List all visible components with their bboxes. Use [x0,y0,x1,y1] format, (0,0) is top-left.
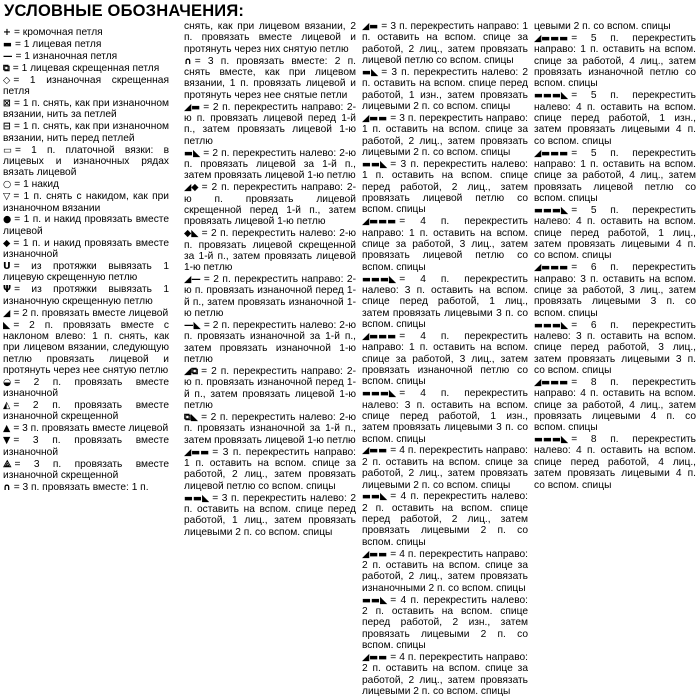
legend-entry [3,51,169,62]
legend-entry [3,27,169,38]
stitch-symbol-icon: ○ [3,179,12,191]
legend-entry-text: = 2 п. перекрестить направо: 2-ю п. провязать изнаночной перед 1-й п., затем провязать изнаночной 1-ю петлю [184,274,356,320]
stitch-symbol-icon: ◢▬▬▬ [362,216,397,228]
legend-entry [534,262,696,319]
legend-entry-text: = 5 п. перекрестить налево: 4 п. оставить на вспом. спице перед работой, 1 изн., затем провязать лицевыми 4 п. со вспом. спицы [534,90,696,147]
stitch-symbol-icon: ◢— [184,274,201,286]
legend-entry [3,377,169,400]
stitch-symbol-icon: ▬▬▬◣ [362,273,397,285]
legend-entry [3,284,169,307]
stitch-symbol-icon: ▬▬◣ [362,158,388,170]
stitch-symbol-icon: + [3,27,11,38]
legend-entry-text: = 3 п. перекрестить направо: 1 п. оставить на вспом. спице за работой, 2 лиц., затем провязать лицевыми 2 п. со вспом. спицы [362,112,528,158]
stitch-symbol-icon: ▬▬◣ [184,492,210,504]
legend-entry [362,445,528,490]
stitch-symbol-icon: ◢▬ [362,21,379,32]
stitch-symbol-icon: U [3,261,11,272]
legend-entry-text: = 4 п. перекрестить направо: 2 п. оставить на вспом. спице за работой, 2 лиц., затем провязать изнаночными 2 п. со вспом. спицы [362,548,528,594]
legend-entry [3,121,169,144]
legend-entry [3,75,169,98]
legend-entry-text: = 4 п. перекрестить направо: 1 п. оставить на вспом. спице за работой, 3 лиц., затем провязать лицевой петлю со вспом. спицы [362,216,528,273]
legend-column-3 [362,21,528,698]
legend-entry-text: = 3 п. провязать вместе изнаночной скрещенной [3,458,169,481]
legend-entry [3,238,169,261]
stitch-symbol-icon: ◢◆ [184,182,199,194]
stitch-symbol-icon: ▬▬▬◣ [534,90,569,102]
legend-entry-text: = 6 п. перекрестить налево: 3 п. оставить на вспом. спице перед работой, 3 лиц., затем провязать лицевыми 3 п. со вспом. спицы [534,319,696,376]
stitch-symbol-icon: — [3,50,13,62]
stitch-symbol-icon: ◢▬▬▬ [534,262,569,274]
legend-entry-text: = 3 п. провязать вместе: 2 п. снять вместе, как при лицевом вязании, 1 п. провязать лицевой и протянуть через нее снятые петли [184,55,356,101]
stitch-symbol-icon: ⊠ [3,98,11,110]
stitch-symbol-icon: ◢▬▬ [362,652,388,664]
legend-entry [184,148,356,182]
legend-entry-text: = 5 п. перекрестить направо: 1 п. оставить на вспом. спице за работой, 4 лиц., затем провязать изнаночной петлю со вспом. спицы [534,32,696,90]
stitch-symbol-icon: ◢▬▬ [362,112,388,124]
legend-entry [184,56,356,101]
legend-entry-text: = 3 п. провязать вместе лицевой [13,423,169,435]
stitch-symbol-icon: ▲ [3,423,11,435]
legend-entry [184,274,356,319]
legend-entry [184,447,356,492]
legend-entry-text: = 3 п. перекрестить налево: 2 п. оставить на вспом. спице перед работой, 1 лиц., затем провязать лицевыми 2 п. со вспом. спицы [184,492,356,538]
stitch-symbol-icon: ∩ [184,55,192,67]
legend-entry [3,400,169,423]
stitch-symbol-icon: ◒ [3,376,12,388]
stitch-symbol-icon: ● [3,214,12,226]
legend-column-1 [3,27,169,494]
legend-entry-text: = 4 п. перекрестить налево: 2 п. оставить на вспом. спице перед работой, 2 изн., затем провязать лицевыми 2 п. со вспом. спицы [362,594,528,652]
legend-entry-text: = 1 лицевая петля [14,38,102,50]
legend-entry-text: цевыми 2 п. со вспом. спицы [534,21,671,32]
legend-entry [362,549,528,594]
legend-entry-text: = 2 п. перекрестить направо: 2-ю п. провязать лицевой перед 1-й п., затем провязать лицевой 1-ю петлю [184,101,356,147]
legend-entry-text: = 3 п. перекрестить налево: 2 п. оставить на вспом. спице перед работой, 1 изн., затем провязать лицевыми 2 п. со вспом. спицы [362,66,528,112]
legend-entry-text: = 2 п. перекрестить налево: 2-ю п. провязать изнаночной за 1-й п., затем провязать лицевой 1-ю петлю [184,412,356,446]
legend-entry-text: = 2 п. перекрестить направо: 2-ю п. провязать изнаночной перед 1-й п., затем провязать лицевой 1-ю петлю [184,366,356,412]
legend-entry [184,102,356,147]
legend-entry [534,33,696,90]
legend-entry [3,459,169,482]
stitch-symbol-icon: ▽ [3,191,11,203]
legend-entry [362,388,528,445]
legend-entry [362,491,528,548]
legend-entry [3,320,169,377]
legend-entry-text: = кромочная петля [13,27,103,38]
legend-entry-text: = 1 накид [14,179,59,191]
stitch-symbol-icon: Ψ [3,284,12,296]
legend-entry-text: = 1 п. и накид провязать вместе изнаночной [3,237,169,261]
legend-entry-text: = 8 п. перекрестить направо: 4 п. оставить на вспом. спице за работой, 4 лиц., затем провязать лицевыми 4 п. со вспом. спицы [534,376,696,434]
legend-entry-text: = 2 п. перекрестить направо: 2-ю п. провязать лицевой скрещенной перед 1-й п., затем провязать лицевой 1-ю петлю [184,182,356,228]
legend-entry-text: = 2 п. провязать вместе с наклоном влево: 1 п. снять, как при лицевом вязании, следующую петлю провязать лицевой и протянуть через нее снятую петлю [3,319,169,376]
legend-entry-text: = 3 п. перекрестить направо: 1 п. оставить на вспом. спице за работой, 2 лиц., затем провязать лицевой петлю со вспом. спицы [362,21,528,67]
legend-entry [3,308,169,319]
legend-entry [3,145,169,179]
legend-entry-text: = 3 п. перекрестить направо: 1 п. оставить на вспом. спице за работой, 2 лиц., затем провязать лицевой петлю со вспом. спицы [184,446,356,492]
legend-entry-text: = 2 п. провязать вместе изнаночной [3,376,169,400]
legend-entry [534,205,696,262]
stitch-symbol-icon: ⧉◣ [184,412,199,424]
legend-entry-text: = из протяжки вывязать 1 изнаночную скрещенную петлю [3,284,169,307]
stitch-symbol-icon: ▬▬▬◣ [534,319,569,331]
legend-entry [3,482,169,493]
legend-entry [3,435,169,458]
legend-entry [3,63,169,74]
legend-entry [362,595,528,652]
legend-entry [362,274,528,331]
stitch-symbol-icon: ▬▬◣ [362,594,388,606]
stitch-symbol-icon: ▭ [3,144,12,156]
legend-entry [184,493,356,538]
legend-entry [184,412,356,446]
legend-entry-text: = 2 п. провязать вместе изнаночной скрещенной [3,400,169,423]
legend-entry-text: = 2 п. провязать вместе лицевой [13,307,169,319]
legend-entry-text: = 2 п. перекрестить налево: 2-ю п. провязать лицевой за 1-й п., затем провязать лицевой 1-ю петлю [184,147,356,182]
legend-entry-text: = 4 п. перекрестить направо: 1 п. оставить на вспом. спице за работой, 3 лиц., затем провязать изнаночной петлю со вспом. спицы [362,330,528,388]
stitch-symbol-icon: ⊟ [3,121,11,133]
legend-entry [362,113,528,158]
legend-entry-text: снять, как при лицевом вязании, 2 п. провязать вместе лицевой и протянуть через них снятую петлю [184,21,356,55]
stitch-symbol-icon: ◢▬▬ [184,446,210,458]
legend-entry-text: = 1 п. снять, как при изнаночном вязании, нить за петлей [3,98,169,121]
legend-entry-text: = 4 п. перекрестить направо: 2 п. оставить на вспом. спице за работой, 2 лиц., затем провязать лицевыми 2 п. со вспом. спицы [362,445,528,491]
stitch-symbol-icon: ◢▬▬▬ [534,147,569,159]
legend-entry-text: = 4 п. перекрестить направо: 2 п. оставить на вспом. спице за работой, 2 лиц., затем провязать лицевыми 2 п. со вспом. спицы [362,652,528,698]
legend-entry-text: = 1 изнаночная петля [15,50,118,62]
legend-entry [362,652,528,697]
legend-entry [184,320,356,365]
legend-entry-text: = 1 п. и накид провязать вместе лицевой [3,214,169,237]
legend-entry [3,98,169,121]
legend-entry-text: = 5 п. перекрестить направо: 1 п. оставить на вспом. спице за работой, 4 лиц., затем провязать лицевой петлю со вспом. спицы [534,147,696,204]
stitch-symbol-icon: ⧉ [3,62,10,74]
legend-entry [184,366,356,411]
legend-entry [534,90,696,147]
legend-entry [3,39,169,50]
legend-column-4 [534,21,696,491]
legend-entry [3,261,169,284]
stitch-symbol-icon: ◢⧉ [184,366,199,378]
legend-entry [362,216,528,273]
legend-entry-text: = 2 п. перекрестить налево: 2-ю п. провязать лицевой скрещенной за 1-й п., затем провязать лицевой 1-ю петлю [184,228,356,274]
legend-column-2 [184,21,356,539]
legend-entry [184,182,356,227]
legend-entry-text: = 1 п. снять, как при изнаночном вязании, нить перед петлей [3,121,169,144]
stitch-symbol-icon: ◆ [3,237,11,249]
legend-entry [3,191,169,214]
stitch-symbol-icon: ◭ [3,400,11,412]
legend-entry-text: = 3 п. провязать вместе изнаночной [3,435,169,458]
stitch-symbol-icon: ▬◣ [362,66,379,78]
page-title: УСЛОВНЫЕ ОБОЗНАЧЕНИЯ: [4,2,245,20]
legend-entry-text: = 8 п. перекрестить налево: 4 п. оставить на вспом. спице перед работой, 4 лиц., затем провязать лицевыми 4 п. со вспом. спицы [534,434,696,491]
stitch-symbol-icon: ▬ [3,38,12,50]
legend-entry [362,21,528,66]
stitch-symbol-icon: ◢▬▬ [362,548,388,560]
legend-entry-text: = 6 п. перекрестить направо: 3 п. оставить на вспом. спице за работой, 3 лиц., затем провязать лицевыми 3 п. со вспом. спицы [534,262,696,319]
stitch-symbol-icon: ◢▬▬▬ [362,330,397,342]
legend-entry [534,21,696,32]
legend-entry [534,148,696,205]
legend-entry [3,214,169,237]
stitch-symbol-icon: ▬◣ [184,147,201,159]
legend-entry [362,159,528,216]
legend-entry-text: = 4 п. перекрестить налево: 3 п. оставить на вспом. спице перед работой, 1 изн., затем провязать лицевыми 3 п. со вспом. спицы [362,388,528,445]
legend-entry-text: = 1 п. снять с накидом, как при изнаночном вязании [3,191,169,214]
legend-entry-text: = 5 п. перекрестить налево: 4 п. оставить на вспом. спице перед работой, 1 лиц., затем провязать лицевыми 4 п. со вспом. спицы [534,204,696,262]
stitch-symbol-icon: ◆◣ [184,228,199,240]
legend-entry-text: = 3 п. провязать вместе: 1 п. [13,481,149,493]
stitch-symbol-icon: ∩ [3,481,11,493]
stitch-symbol-icon: ◢▬▬▬ [534,376,569,388]
stitch-symbol-icon: ◇ [3,74,11,86]
legend-entry [3,423,169,434]
legend-entry [534,434,696,491]
stitch-symbol-icon: —◣ [184,320,201,332]
stitch-symbol-icon: ◢▬ [184,101,201,113]
legend-entry [184,21,356,55]
legend-entry [3,179,169,190]
stitch-symbol-icon: ▬▬▬◣ [534,204,569,216]
legend-entry [534,377,696,434]
stitch-symbol-icon: ▬▬▬◣ [362,388,397,400]
legend-entry-text: = 1 лицевая скрещенная петля [12,62,160,74]
stitch-symbol-icon: ▬▬▬◣ [534,434,569,446]
stitch-symbol-icon: ⟁ [3,458,12,470]
legend-entry [534,320,696,377]
legend-entry-text: = из протяжки вывязать 1 лицевую скрещенную петлю [3,261,169,284]
legend-entry-text: = 2 п. перекрестить налево: 2-ю п. провязать изнаночной за 1-й п., затем провязать изнаночной 1-ю петлю [184,320,356,366]
legend-entry [362,67,528,112]
legend-entry-text: = 1 п. платочной вязки: в лицевых и изнаночных рядах вязать лицевой [3,144,169,179]
stitch-symbol-icon: ◢▬▬ [362,445,388,457]
legend-entry [184,228,356,273]
legend-entry-text: = 4 п. перекрестить налево: 2 п. оставить на вспом. спице перед работой, 2 лиц., затем провязать лицевыми 2 п. со вспом. спицы [362,491,528,548]
stitch-symbol-icon: ◢▬▬▬ [534,32,569,44]
legend-entry [362,331,528,388]
legend-entry-text: = 3 п. перекрестить налево: 1 п. оставить на вспом. спице перед работой, 2 лиц., затем провязать лицевой петлю со вспом. спицы [362,158,528,216]
stitch-symbol-icon: ◢ [3,307,11,319]
stitch-symbol-icon: ▼ [3,435,11,447]
legend-entry-text: = 4 п. перекрестить налево: 3 п. оставить на вспом. спице перед работой, 1 лиц., затем провязать лицевыми 3 п. со вспом. спицы [362,273,528,330]
stitch-symbol-icon: ▬▬◣ [362,491,388,503]
legend-entry-text: = 1 изнаночная скрещенная петля [3,74,169,98]
stitch-symbol-icon: ◣ [3,319,11,331]
